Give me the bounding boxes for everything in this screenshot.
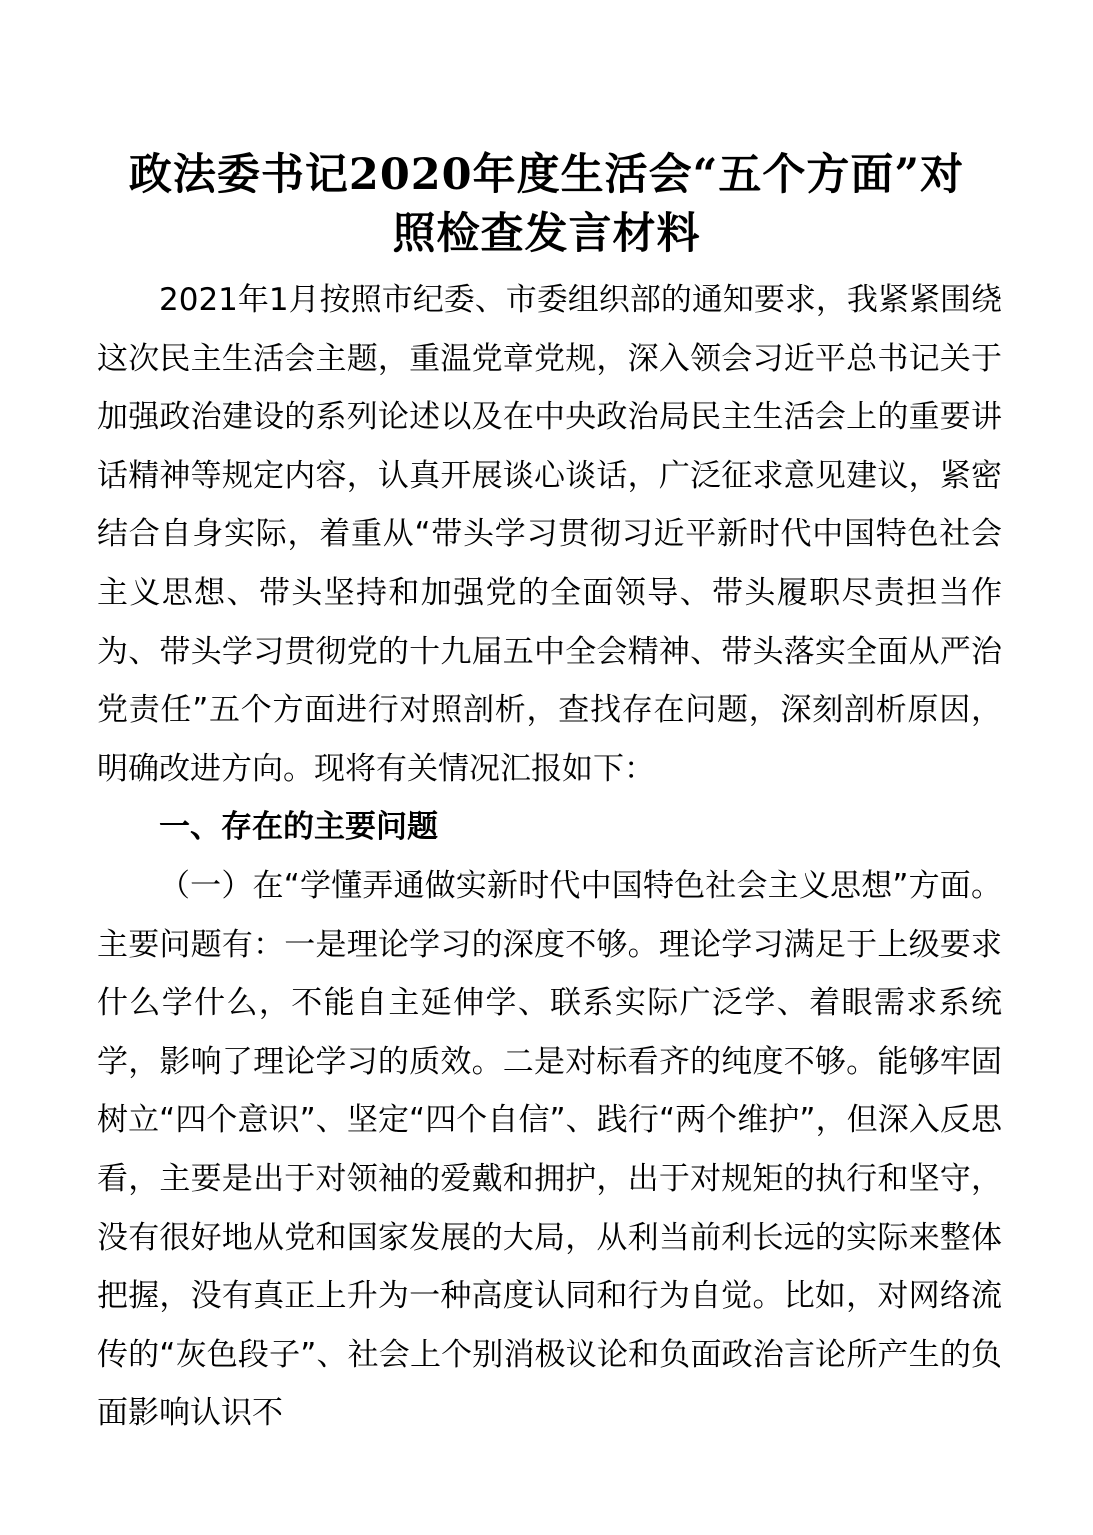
section-heading: 一、存在的主要问题: [159, 809, 438, 846]
title-line-2: 照检查发言材料: [392, 209, 701, 259]
intro-paragraph: 2021年1月按照市纪委、市委组织部的通知要求，我紧紧围绕这次民主生活会主题，重温党章党规，深入领会习近平总书记关于加强政治建设的系列论述以及在中央政治局民主生活会上的重要讲话精神等规定内容，认真开展谈心谈话，广泛征求意见建议，紧密结合自身实际，着重从“带头学习贯彻习近平新时代中国特色社会主义思想、带头坚持和加强党的全面领导、带头履职尽责担当作为、带头学习贯彻党的十九届五中全会精神、带头落实全面从严治党责任”五个方面进行对照剖析，查找存在问题，深刻剖析原因，明确改进方向。现将有关情况汇报如下：: [97, 282, 1002, 787]
document-body: [97, 271, 1002, 1443]
section-paragraph: （一）在“学懂弄通做实新时代中国特色社会主义思想”方面。主要问题有：一是理论学习的深度不够。理论学习满足于上级要求什么学什么，不能自主延伸学、联系实际广泛学、着眼需求系统学，影响了理论学习的质效。二是对标看齐的纯度不够。能够牢固树立“四个意识”、坚定“四个自信”、践行“两个维护”，但深入反思看，主要是出于对领袖的爱戴和拥护，出于对规矩的执行和坚守，没有很好地从党和国家发展的大局，从利当前利长远的实际来整体把握，没有真正上升为一种高度认同和行为自觉。比如，对网络流传的“灰色段子”、社会上个别消极议论和负面政治言论所产生的负面影响认识不: [97, 867, 1002, 1432]
title-line-1: 政法委书记2020年度生活会“五个方面”对: [128, 150, 965, 200]
document-title: [80, 146, 1013, 264]
